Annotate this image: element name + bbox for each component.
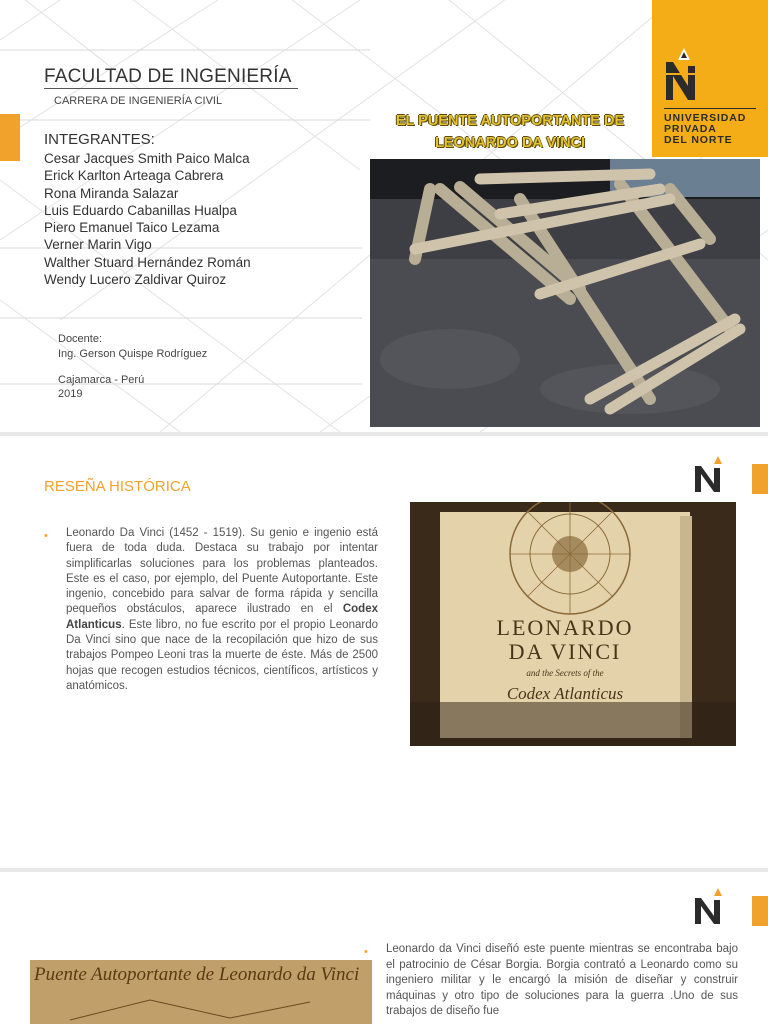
docente-name: Ing. Gerson Quispe Rodríguez bbox=[58, 347, 208, 360]
orange-side-tab bbox=[752, 464, 768, 494]
book-title-line-2: DA VINCI bbox=[508, 639, 622, 664]
logo-divider bbox=[664, 108, 756, 109]
n-logo-icon bbox=[662, 44, 702, 104]
career-subtitle: CARRERA DE INGENIERÍA CIVIL bbox=[54, 95, 223, 107]
members-heading: INTEGRANTES: bbox=[44, 131, 155, 148]
title-line-2: LEONARDO DA VINCI bbox=[434, 135, 586, 151]
year-text: 2019 bbox=[58, 388, 83, 400]
bridge-photo bbox=[370, 159, 760, 427]
bullet-dot: • bbox=[44, 530, 48, 542]
book-title-line-1: LEONARDO bbox=[496, 615, 634, 640]
place-block bbox=[58, 373, 144, 401]
section-title: RESEÑA HISTÓRICA bbox=[44, 478, 191, 495]
university-logo bbox=[652, 0, 768, 157]
title-line-1: EL PUENTE AUTOPORTANTE DE bbox=[395, 113, 625, 129]
slide-1 bbox=[0, 0, 768, 432]
book-subtitle: and the Secrets of the bbox=[526, 668, 604, 678]
borgia-paragraph: Leonardo da Vinci diseñó este puente mientras se encontraba bajo el patrocinio de César Borgia. Borgia contrató a Leonardo como su ingeniero militar y le encargó la misión de diseñar y construir máquinas y otro tipo de soluciones para la guerra .Uno de sus trabajos de diseño fue bbox=[386, 943, 738, 1017]
history-text-part-2: . Este libro, no fue escrito por el propio Leonardo Da Vinci sino que nace de la recopilación que hizo de sus trabajos Pompeo Leoni tras la muerte de éste. Más de 2500 hojas que recogen estudios técnicos, científicos, artísticos y anatómicos. bbox=[66, 618, 378, 692]
history-text-part-1: Leonardo Da Vinci (1452 - 1519). Su genio e ingenio está fuera de toda duda. Destaca su trabajo por intentar simplificarlas soluciones para los problemas planteados. Este es el caso, por ejemplo, del Puente Autoportante. Este ingenio, concebido para salvar de forma rápida y sencilla pequeños obstáculos, aparece ilustrado en el bbox=[66, 527, 378, 616]
docente-block bbox=[58, 332, 207, 361]
book-script-title: Codex Atlanticus bbox=[506, 684, 624, 703]
member-name: Cesar Jacques Smith Paico Malca bbox=[44, 151, 250, 166]
members-list bbox=[44, 150, 251, 288]
logo-line-1: UNIVERSIDAD bbox=[664, 112, 747, 124]
book-title bbox=[440, 616, 690, 664]
faculty-underline bbox=[44, 88, 298, 89]
logo-text bbox=[664, 113, 746, 146]
orange-tab bbox=[0, 114, 20, 161]
presentation-title bbox=[372, 110, 648, 154]
slide-3 bbox=[0, 872, 768, 1024]
member-name: Rona Miranda Salazar bbox=[44, 185, 179, 201]
member-name: Verner Marin Vigo bbox=[44, 237, 152, 253]
member-name: Wendy Lucero Zaldivar Quiroz bbox=[44, 272, 227, 288]
logo-line-3: DEL NORTE bbox=[664, 134, 733, 146]
faculty-title: FACULTAD DE INGENIERÍA bbox=[44, 66, 292, 87]
logo-line-2: PRIVADA bbox=[664, 123, 717, 135]
codex-atlanticus-bold: Codex Atlanticus bbox=[66, 603, 378, 631]
drawing-caption: Puente Autoportante de Leonardo da Vinci bbox=[34, 964, 360, 985]
n-logo-icon bbox=[690, 454, 730, 494]
slide-2 bbox=[0, 436, 768, 868]
codex-drawing-image bbox=[30, 960, 372, 1024]
orange-side-tab bbox=[752, 896, 768, 926]
member-name: Luis Eduardo Cabanillas Hualpa bbox=[44, 202, 237, 218]
member-name: Erick Karlton Arteaga Cabrera bbox=[44, 168, 224, 184]
member-name: Walther Stuard Hernández Román bbox=[44, 254, 251, 270]
history-paragraph bbox=[66, 526, 378, 694]
book-photo bbox=[410, 502, 736, 746]
n-logo-icon bbox=[690, 886, 730, 926]
docente-label: Docente: bbox=[58, 333, 103, 345]
member-name: Piero Emanuel Taico Lezama bbox=[44, 220, 220, 236]
bullet-dot: • bbox=[364, 946, 368, 958]
place-text: Cajamarca - Perú bbox=[58, 374, 145, 386]
